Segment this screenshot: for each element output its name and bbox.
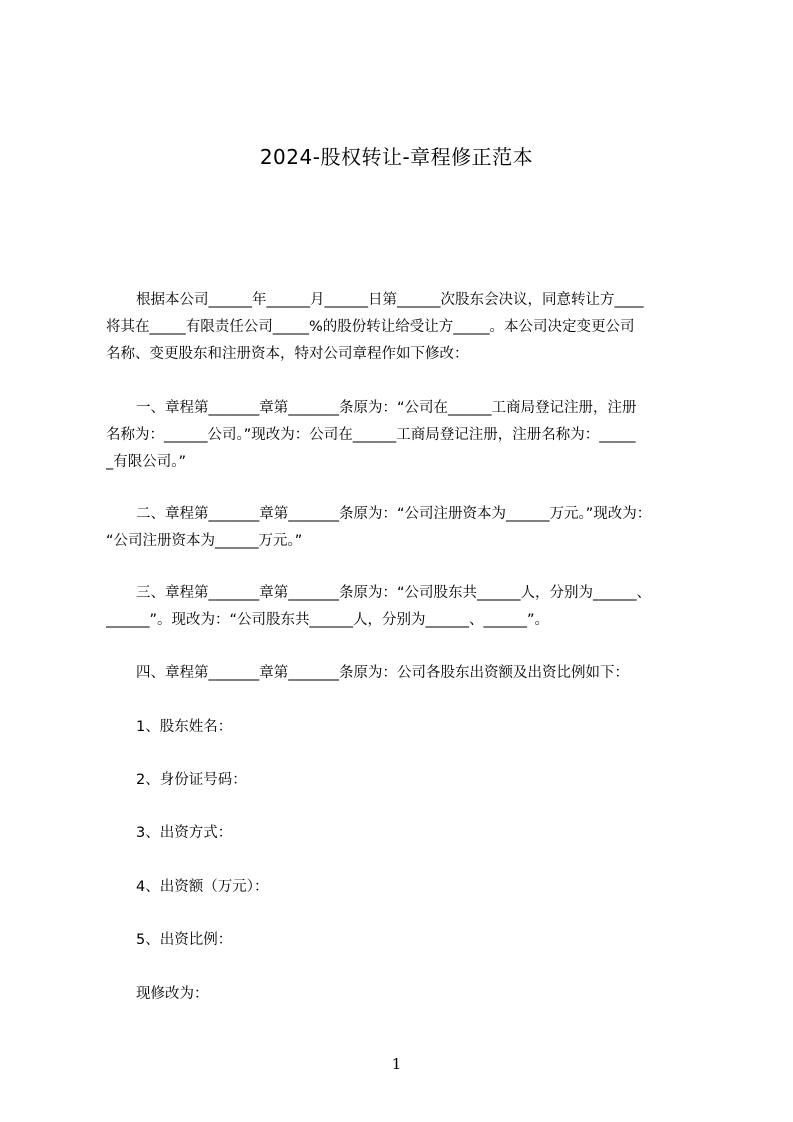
page-number: 1: [391, 1055, 402, 1073]
list-item-contribution-amount: 4、出资额（万元）：: [136, 879, 269, 895]
list-item-now-amended: 现修改为：: [136, 986, 209, 1002]
list-item-shareholder-name: 1、股东姓名：: [136, 719, 233, 735]
paragraph-line: _有限公司。”: [106, 454, 187, 470]
paragraph-line: ______”。现改为：“公司股东共______人，分别为______、______”。: [106, 612, 550, 628]
paragraph-line: 二、章程第_______章第_______条原为：“公司注册资本为______万元。”现改为：: [136, 506, 652, 522]
paragraph-line: “公司注册资本为______万元。”: [106, 533, 303, 549]
document-title: 2024-股权转让-章程修正范本: [259, 145, 534, 169]
list-item-contribution-ratio: 5、出资比例：: [136, 932, 233, 948]
paragraph-amendment-3: [106, 580, 696, 634]
paragraph-line: 将其在_____有限责任公司_____%的股份转让给受让方_____。本公司决定变更公司: [106, 319, 635, 335]
paragraph-line: 根据本公司______年______月______日第______次股东会决议，同意转让方____: [136, 292, 644, 308]
list-item-contribution-method: 3、出资方式：: [136, 825, 233, 841]
paragraph-line: 名称、变更股东和注册资本，特对公司章程作如下修改：: [106, 346, 469, 362]
paragraph-resolution: [106, 287, 696, 368]
paragraph-amendment-1: [106, 395, 696, 476]
paragraph-line: 四、章程第_______章第_______条原为：公司各股东出资额及出资比例如下：: [136, 665, 629, 681]
paragraph-line: 名称为：______公司。”现改为：公司在______工商局登记注册，注册名称为：_____: [106, 427, 636, 443]
list-item-id-number: 2、身份证号码：: [136, 772, 247, 788]
paragraph-line: 三、章程第_______章第_______条原为：“公司股东共______人，分别为______、: [136, 585, 652, 601]
paragraph-amendment-4: [106, 660, 696, 687]
paragraph-line: 一、章程第_______章第_______条原为：“公司在______工商局登记注册，注册: [136, 400, 637, 416]
paragraph-amendment-2: [106, 501, 696, 555]
